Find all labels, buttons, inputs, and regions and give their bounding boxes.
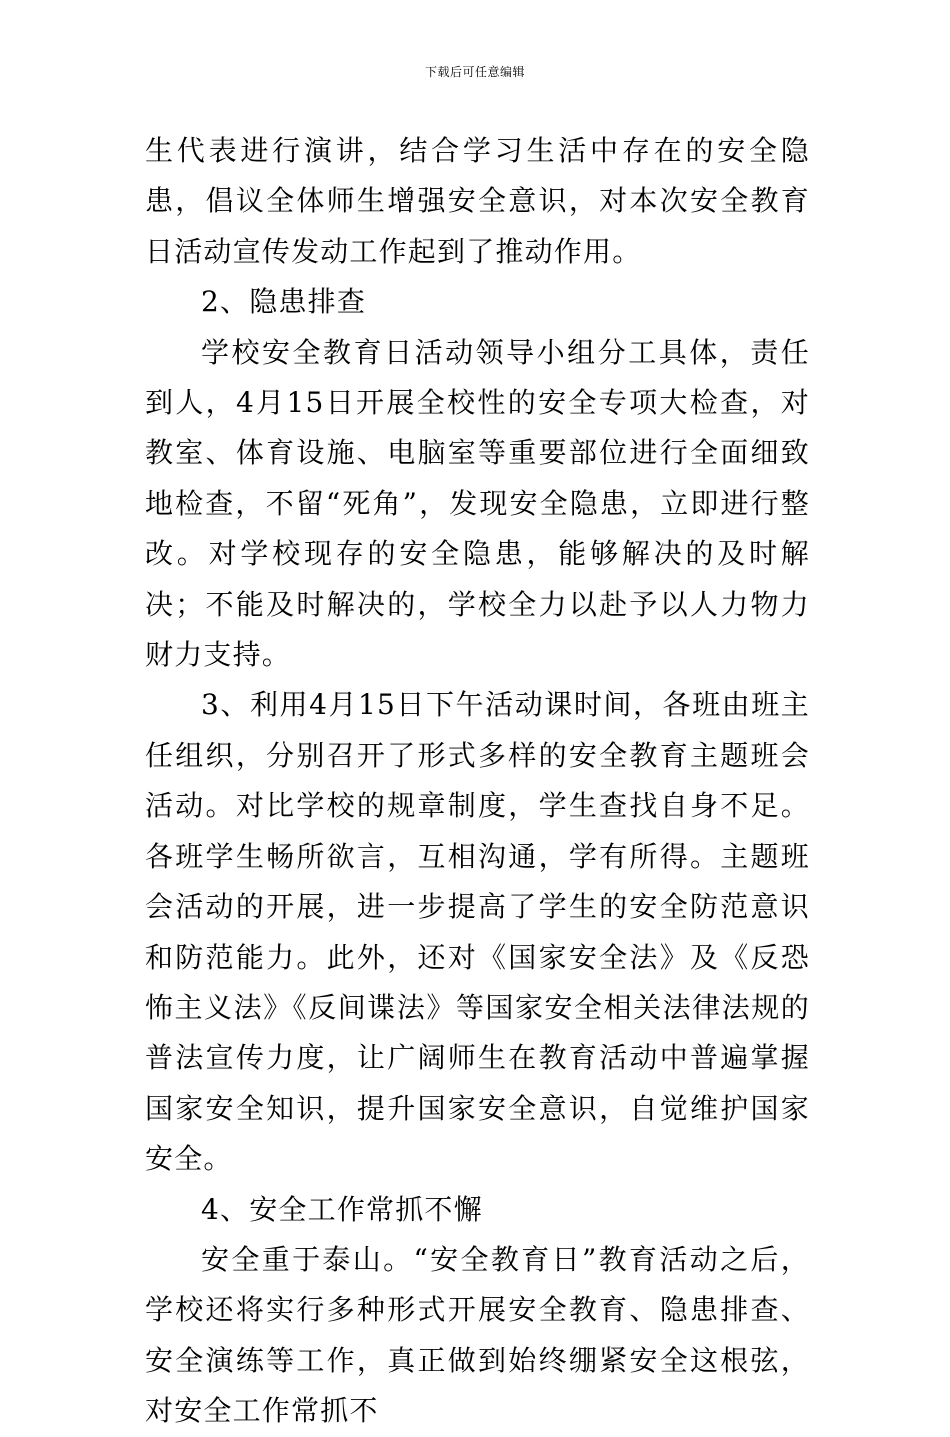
section-heading-safety-work: 4、安全工作常抓不懈 <box>201 1192 483 1226</box>
section-heading-hazard-inspection: 2、隐患排查 <box>201 285 367 319</box>
page-header: 下载后可任意编辑 <box>424 65 525 79</box>
paragraph-hazard-inspection: 学校安全教育日活动领导小组分工具体，责任到人，4月15日开展全校性的安全专项大检查，对教室、体育设施、电脑室等重要部位进行全面细致地检查，不留“死角”，发现安全隐患，立即进行整改。对学校现存的安全隐患，能够解决的及时解决；不能及时解决的，学校全力以赴予以人力物力财力支持。 <box>145 335 810 672</box>
paragraph-safety-work: 安全重于泰山。“安全教育日”教育活动之后，学校还将实行多种形式开展安全教育、隐患排查、安全演练等工作，真正做到始终绷紧安全这根弦，对安全工作常抓不 <box>145 1242 810 1428</box>
paragraph-class-meeting: 3、利用4月15日下午活动课时间，各班由班主任组织，分别召开了形式多样的安全教育主题班会活动。对比学校的规章制度，学生查找自身不足。各班学生畅所欲言，互相沟通，学有所得。主题班会活动的开展，进一步提高了学生的安全防范意识和防范能力。此外，还对《国家安全法》及《反恐怖主义法》《反间谍法》等国家安全相关法律法规的普法宣传力度，让广阔师生在教育活动中普遍掌握国家安全知识，提升国家安全意识，自觉维护国家安全。 <box>145 688 810 1176</box>
paragraph-continuation: 生代表进行演讲，结合学习生活中存在的安全隐患，倡议全体师生增强安全意识，对本次安全教育日活动宣传发动工作起到了推动作用。 <box>145 134 810 268</box>
document-body <box>145 126 810 1437</box>
